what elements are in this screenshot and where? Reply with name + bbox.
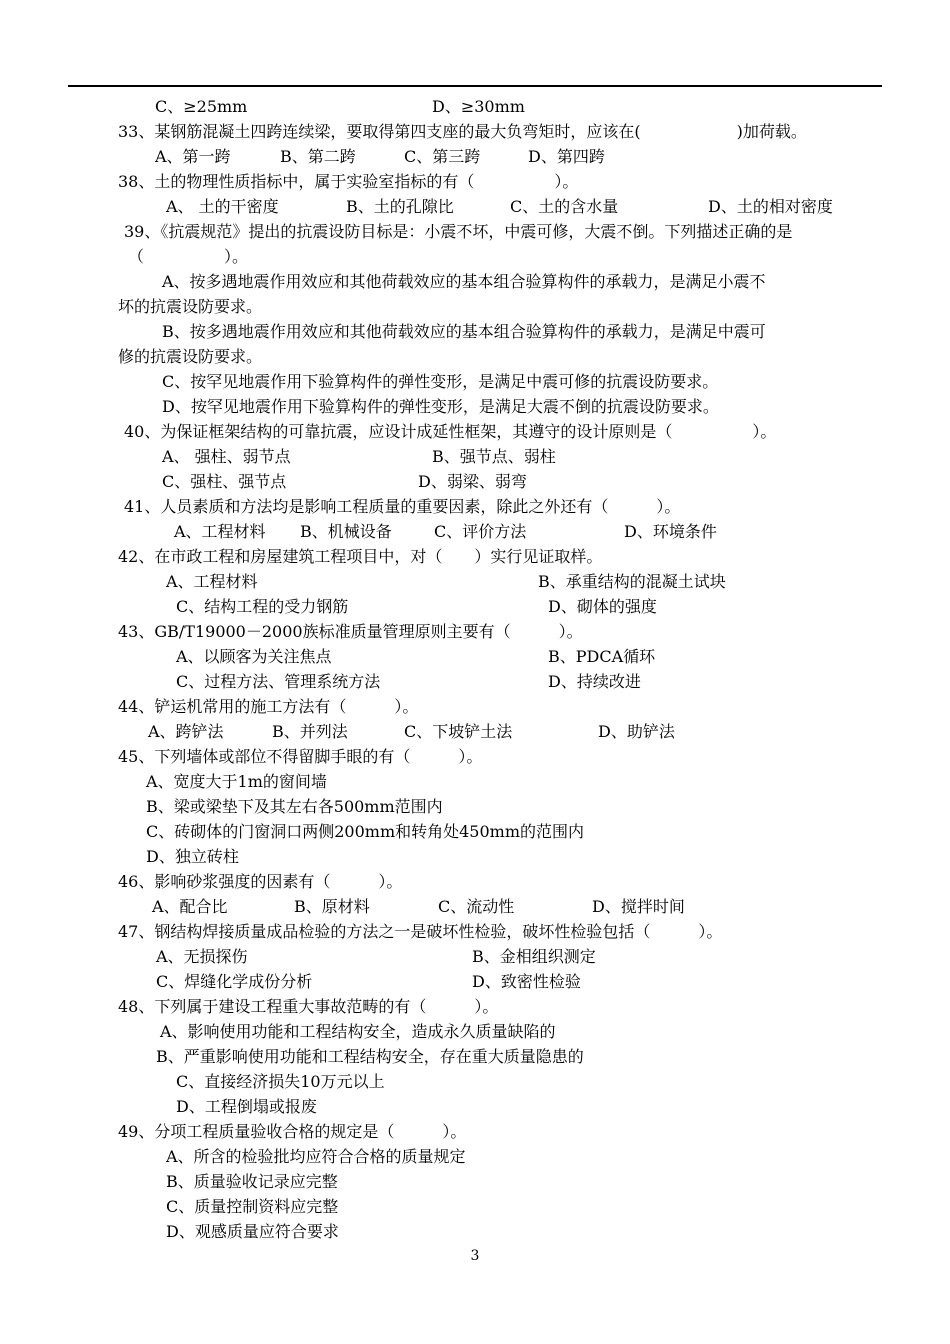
option-a: A、按多遇地震作用效应和其他荷载效应的基本组合验算构件的承载力，是满足小震不	[162, 272, 766, 291]
option-a: A、跨铲法	[148, 722, 224, 741]
option-c: C、结构工程的受力钢筋	[176, 597, 349, 616]
option-d: D、工程倒塌或报废	[176, 1097, 317, 1116]
option-b: B、金相组织测定	[472, 947, 596, 966]
option-a: A、 土的干密度	[166, 197, 279, 216]
option-d: D、独立砖柱	[146, 847, 239, 866]
question-49-stem: 49、分项工程质量验收合格的规定是（ ）。	[118, 1122, 467, 1141]
option-d: D、持续改进	[548, 672, 641, 691]
option-c: C、≥25mm	[155, 97, 248, 116]
option-d: D、弱梁、弱弯	[418, 472, 527, 491]
option-b: B、强节点、弱柱	[432, 447, 556, 466]
option-a: A、配合比	[152, 897, 228, 916]
option-c: C、过程方法、管理系统方法	[176, 672, 381, 691]
option-b: B、质量验收记录应完整	[166, 1172, 338, 1191]
option-d: D、土的相对密度	[708, 197, 833, 216]
option-b: B、土的孔隙比	[346, 197, 454, 216]
option-a: A、工程材料	[166, 572, 258, 591]
option-b: B、承重结构的混凝土试块	[538, 572, 726, 591]
option-a: A、无损探伤	[156, 947, 248, 966]
option-c: C、下坡铲土法	[404, 722, 513, 741]
option-d: D、助铲法	[598, 722, 675, 741]
question-40-stem: 40、为保证框架结构的可靠抗震，应设计成延性框架，其遵守的设计原则是（ ）。	[124, 422, 777, 441]
option-b-cont: 修的抗震设防要求。	[118, 347, 263, 366]
option-c: C、第三跨	[404, 147, 481, 166]
question-38-stem: 38、土的物理性质指标中，属于实验室指标的有（ ）。	[118, 172, 579, 191]
option-c: C、按罕见地震作用下验算构件的弹性变形，是满足中震可修的抗震设防要求。	[162, 372, 719, 391]
option-d: D、致密性检验	[472, 972, 581, 991]
option-b: B、第二跨	[280, 147, 356, 166]
option-a: A、工程材料	[174, 522, 266, 541]
option-c: C、土的含水量	[510, 197, 619, 216]
option-a: A、宽度大于1m的窗间墙	[146, 772, 327, 791]
option-d: D、环境条件	[624, 522, 717, 541]
question-39-stem: 39、《抗震规范》提出的抗震设防目标是：小震不坏，中震可修，大震不倒。下列描述正确的是	[124, 222, 793, 241]
option-b: B、梁或梁垫下及其左右各500mm范围内	[146, 797, 443, 816]
option-a: A、 强柱、弱节点	[162, 447, 291, 466]
question-42-stem: 42、在市政工程和房屋建筑工程项目中，对（ ）实行见证取样。	[118, 547, 603, 566]
question-33-stem: 33、某钢筋混凝土四跨连续梁，要取得第四支座的最大负弯矩时，应该在( )加荷载。	[118, 122, 807, 141]
option-d: D、砌体的强度	[548, 597, 657, 616]
option-a: A、所含的检验批均应符合合格的质量规定	[166, 1147, 466, 1166]
question-46-stem: 46、影响砂浆强度的因素有（ ）。	[118, 872, 403, 891]
option-a: A、以顾客为关注焦点	[176, 647, 332, 666]
option-a: A、影响使用功能和工程结构安全，造成永久质量缺陷的	[160, 1022, 556, 1041]
option-c: C、流动性	[438, 897, 515, 916]
option-d: D、观感质量应符合要求	[166, 1222, 339, 1241]
question-41-stem: 41、人员素质和方法均是影响工程质量的重要因素，除此之外还有（ ）。	[124, 497, 681, 516]
option-d: D、按罕见地震作用下验算构件的弹性变形，是满足大震不倒的抗震设防要求。	[162, 397, 719, 416]
question-45-stem: 45、下列墙体或部位不得留脚手眼的有（ ）。	[118, 747, 483, 766]
option-c: C、直接经济损失10万元以上	[176, 1072, 385, 1091]
page-number: 3	[470, 1248, 480, 1264]
option-b: B、按多遇地震作用效应和其他荷载效应的基本组合验算构件的承载力，是满足中震可	[162, 322, 766, 341]
option-c: C、焊缝化学成份分析	[156, 972, 313, 991]
option-a: A、第一跨	[155, 147, 231, 166]
option-c: C、评价方法	[434, 522, 527, 541]
option-a-cont: 坏的抗震设防要求。	[118, 297, 263, 316]
question-44-stem: 44、铲运机常用的施工方法有（ ）。	[118, 697, 419, 716]
option-b: B、机械设备	[300, 522, 392, 541]
option-c: C、质量控制资料应完整	[166, 1197, 339, 1216]
option-b: B、PDCA循环	[548, 647, 656, 666]
question-39-stem-cont: （ ）。	[128, 247, 249, 266]
option-d: D、搅拌时间	[592, 897, 685, 916]
option-c: C、强柱、强节点	[162, 472, 287, 491]
option-b: B、原材料	[294, 897, 370, 916]
option-d: D、≥30mm	[432, 97, 525, 116]
option-b: B、并列法	[272, 722, 348, 741]
header-rule	[68, 85, 882, 87]
question-48-stem: 48、下列属于建设工程重大事故范畴的有（ ）。	[118, 997, 499, 1016]
option-d: D、第四跨	[528, 147, 605, 166]
question-47-stem: 47、钢结构焊接质量成品检验的方法之一是破坏性检验，破坏性检验包括（ ）。	[118, 922, 723, 941]
option-c: C、砖砌体的门窗洞口两侧200mm和转角处450mm的范围内	[146, 822, 585, 841]
option-b: B、严重影响使用功能和工程结构安全，存在重大质量隐患的	[156, 1047, 584, 1066]
question-43-stem: 43、GB/T19000－2000族标准质量管理原则主要有（ ）。	[118, 622, 583, 641]
